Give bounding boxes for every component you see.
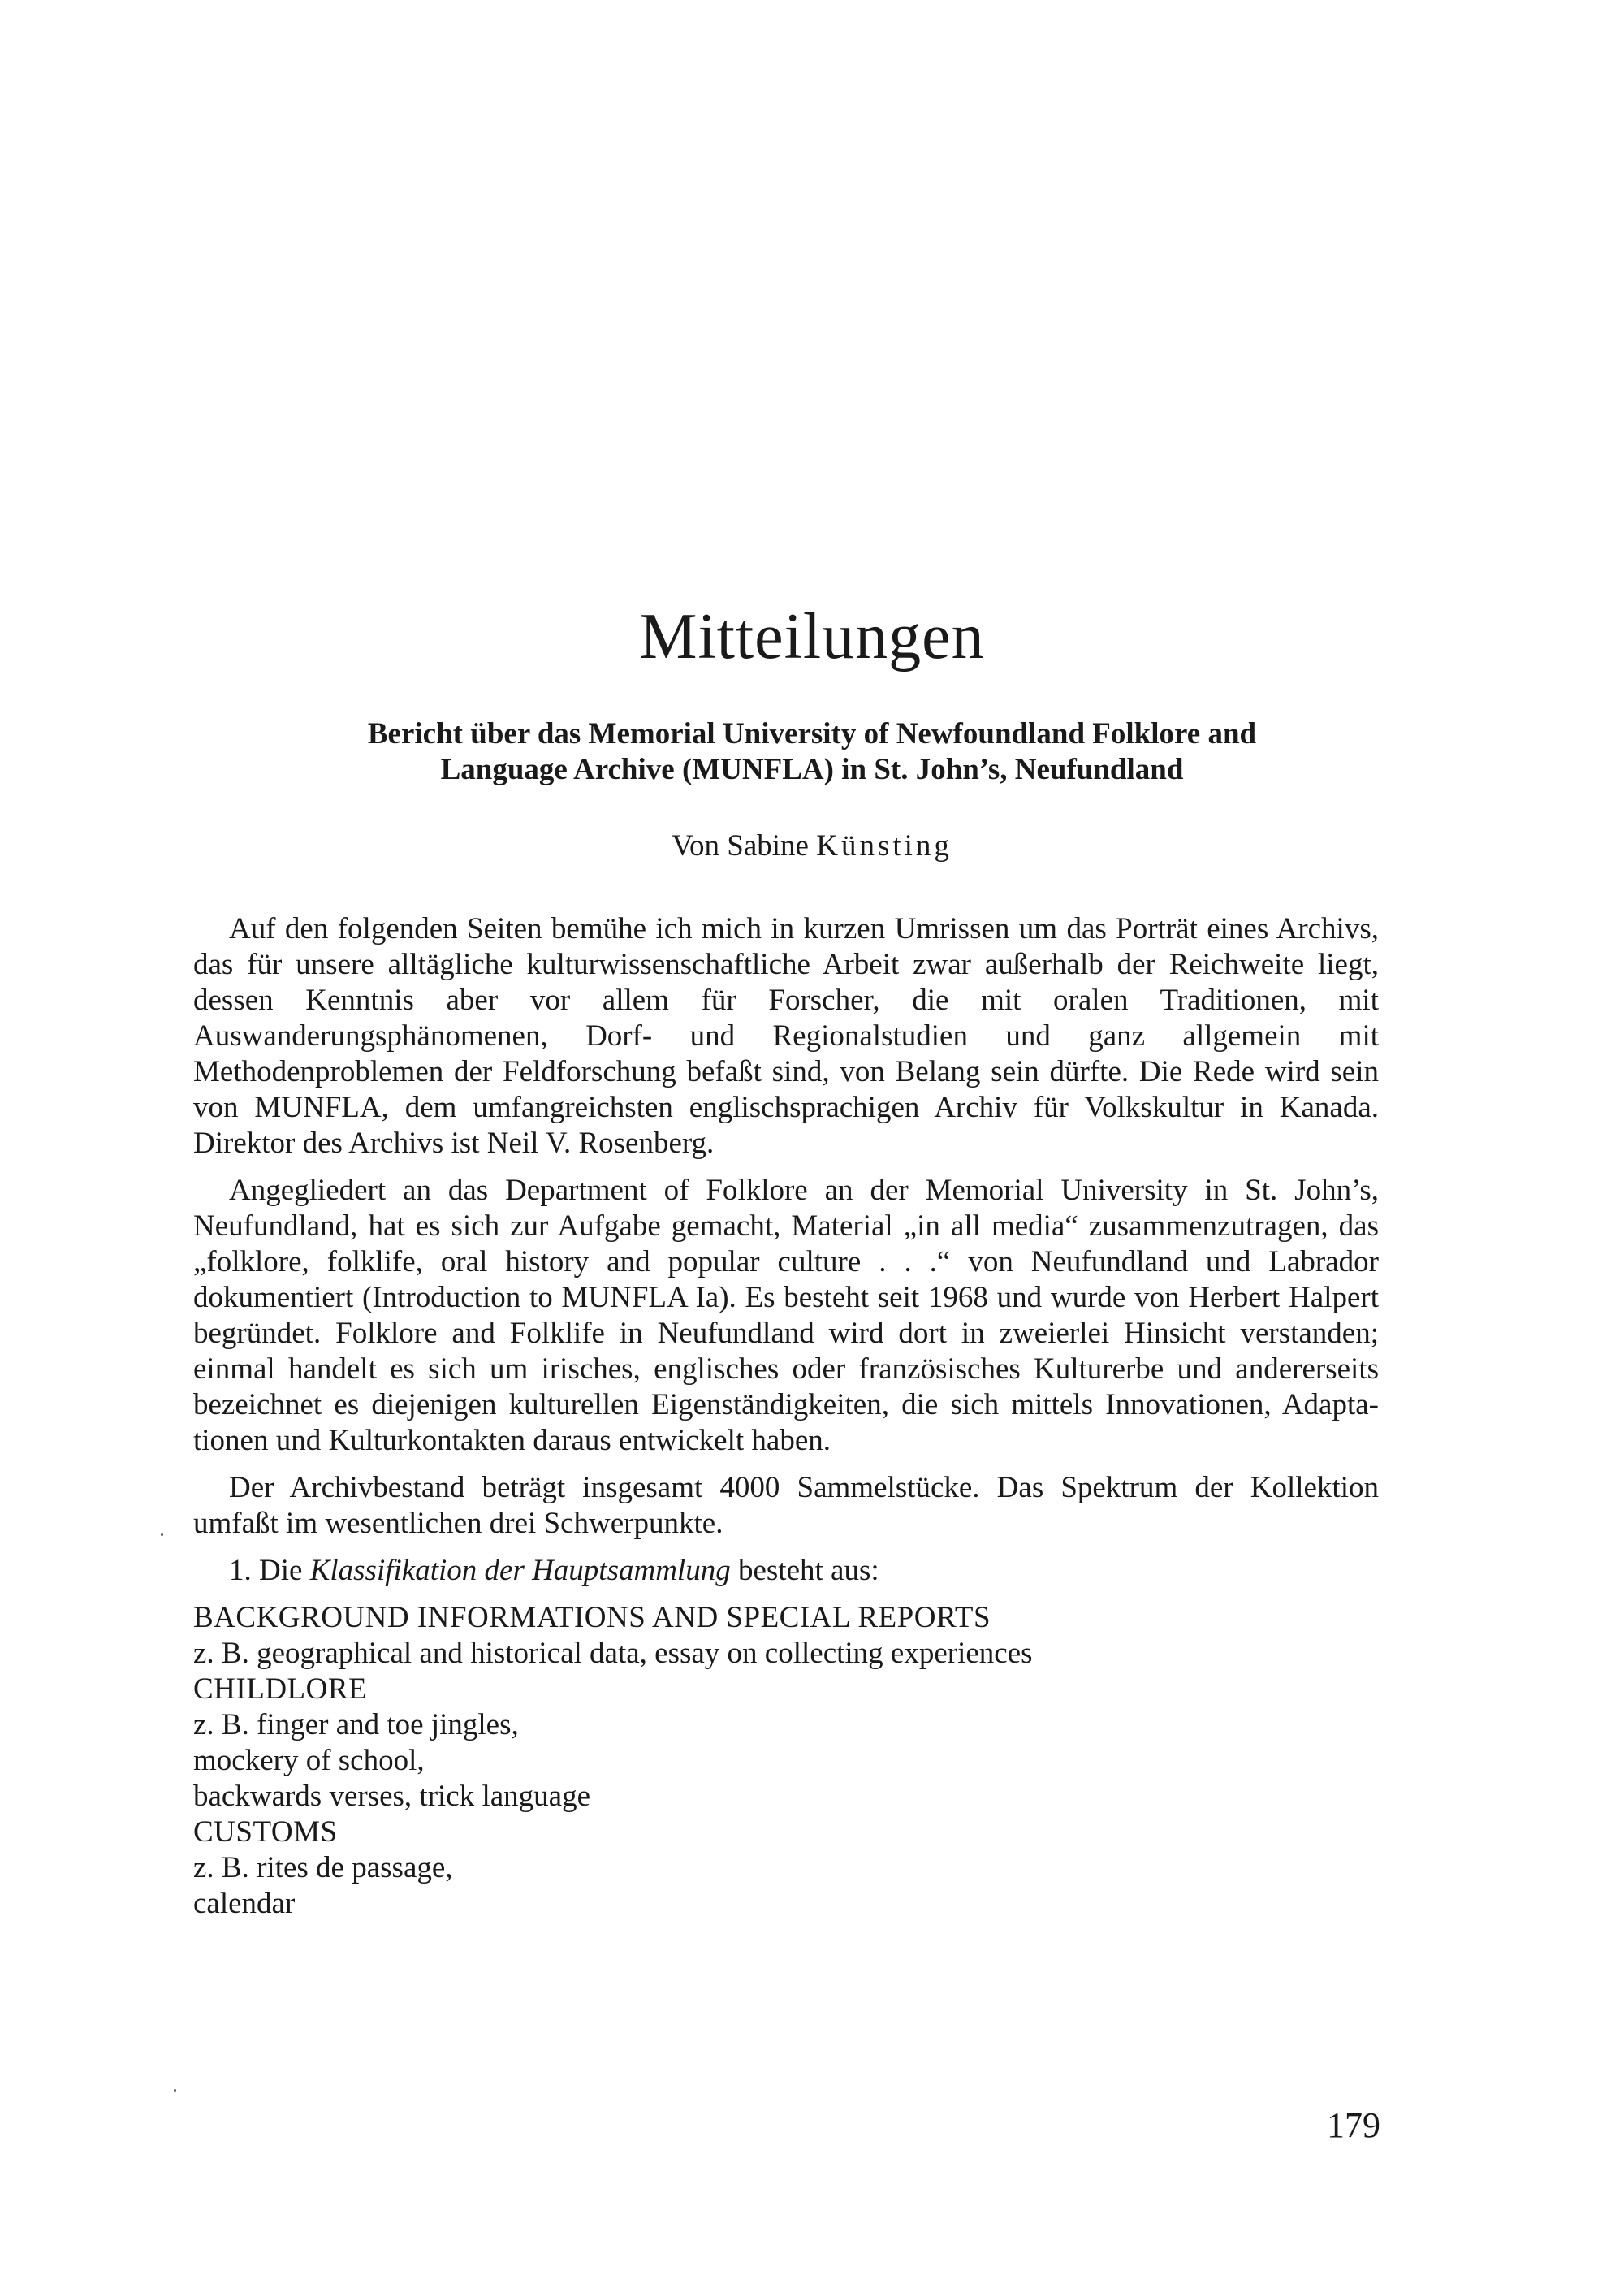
list-intro-emphasis: Klassifikation der Hauptsammlung <box>309 1554 731 1587</box>
list-example-line: backwards verses, trick language <box>193 1780 591 1813</box>
section-title: Mitteilungen <box>639 601 985 673</box>
author-name: Künsting <box>816 829 952 863</box>
list-example-line: z. B. finger and toe jingles, <box>193 1708 519 1741</box>
byline <box>0 828 1624 864</box>
article-body <box>193 911 1379 1922</box>
classification-list <box>193 1600 1379 1922</box>
list-example-line: z. B. geographical and historical data, essay on collecting experiences <box>193 1637 1033 1670</box>
list-category-childlore: CHILDLORE <box>193 1672 368 1706</box>
list-example-line: z. B. rites de passage, <box>193 1851 453 1884</box>
list-intro <box>193 1553 1379 1589</box>
paragraph-intro: Auf den folgenden Seiten bemühe ich mich in kurzen Umrissen um das Porträt eines Archivs, das für unsere alltägliche kulturwissenschaftliche Arbeit zwar außerhalb der Reichweite liegt, dessen Kenntnis aber vor allem für Forscher, die mit oralen Traditionen, mit Auswanderungsphänomenen, Dorf- und Regionalstudien und ganz allgemein mit Methodenproblemen der Feldforschung befaßt sind, von Belang sein dürfte. Die Rede wird sein von MUNFLA, dem umfangreichsten englischsprachigen Archiv für Volkskultur in Kanada. Direktor des Archivs ist Neil V. Rosenberg. <box>193 912 1379 1160</box>
article-title-line-1: Bericht über das Memorial University of Newfoundland Folklore and <box>367 717 1257 751</box>
paragraph-munfla-history: Angegliedert an das Department of Folklore an der Memorial University in St. John’s, Neufundland, hat es sich zur Aufgabe gemacht, Material „in all media“ zusammenzutragen, das „folklore, folklife, oral history and popular culture . . .“ von Neufundland und Labrador dokumentiert (Introduction to MUNFLA Ia). Es besteht seit 1968 und wurde von Herbert Halpert begründet. Folklore and Folklife in Neufundland wird dort in zweierlei Hinsicht verstanden; einmal handelt es sich um irisches, englisches oder französisches Kulturerbe und andererseits bezeichnet es diejenigen kulturellen Eigenständigkeiten, die sich mittels Innovationen, Adaptationen und Kulturkontakten daraus entwickelt haben. <box>193 1174 1379 1457</box>
list-category-background: BACKGROUND INFORMATIONS AND SPECIAL REPORTS <box>193 1601 991 1634</box>
list-example-line: mockery of school, <box>193 1744 425 1777</box>
byline-prefix: Von Sabine <box>672 829 809 863</box>
paragraph-archive-holdings: Der Archivbestand beträgt insgesamt 4000 Sammelstücke. Das Spektrum der Kollektion umfaßt im wesentlichen drei Schwerpunkte. <box>193 1471 1379 1540</box>
list-example-line: calendar <box>193 1887 296 1920</box>
article-title-line-2: Language Archive (MUNFLA) in St. John’s, Neufundland <box>440 753 1184 786</box>
article-title <box>244 716 1380 788</box>
scan-speck <box>174 2089 176 2092</box>
page-number: 179 <box>1327 2105 1380 2145</box>
scan-speck <box>161 1533 163 1536</box>
list-intro-suffix: besteht aus: <box>737 1554 879 1587</box>
list-intro-prefix: 1. Die <box>229 1554 303 1587</box>
list-category-customs: CUSTOMS <box>193 1815 338 1849</box>
